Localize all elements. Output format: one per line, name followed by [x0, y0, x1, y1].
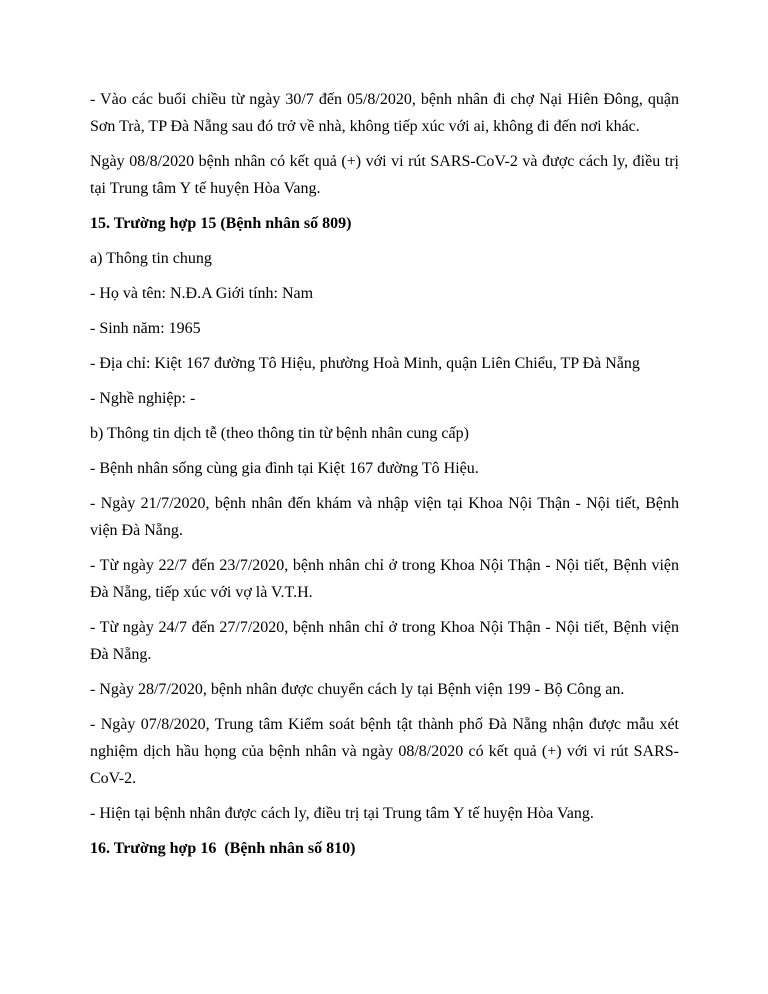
paragraph-case14-test-result: Ngày 08/8/2020 bệnh nhân có kết quả (+) với vi rút SARS-CoV-2 và được cách ly, điều trị tại Trung tâm Y tế huyện Hòa Vang.: [90, 153, 679, 197]
paragraph-case14-market-visits: - Vào các buổi chiều từ ngày 30/7 đến 05/8/2020, bệnh nhân đi chợ Nại Hiên Đông, quận Sơn Trà, TP Đà Nẵng sau đó trở về nhà, không tiếp xúc với ai, không đi đến nơi khác.: [90, 91, 679, 135]
case-15-section-a-general-info: a) Thông tin chung: [90, 250, 212, 267]
case-15-event-24-27-7: - Từ ngày 24/7 đến 27/7/2020, bệnh nhân chỉ ở trong Khoa Nội Thận - Nội tiết, Bệnh viện Đà Nẵng.: [90, 619, 679, 663]
case-15-address: - Địa chỉ: Kiệt 167 đường Tô Hiệu, phường Hoà Minh, quận Liên Chiểu, TP Đà Nẵng: [90, 355, 640, 372]
case-15-section-b-epidemiology: b) Thông tin dịch tễ (theo thông tin từ bệnh nhân cung cấp): [90, 425, 469, 442]
case-16-heading: 16. Trường hợp 16 (Bệnh nhân số 810): [90, 840, 356, 857]
case-15-current-status: - Hiện tại bệnh nhân được cách ly, điều trị tại Trung tâm Y tế huyện Hòa Vang.: [90, 805, 594, 822]
case-15-event-28-7: - Ngày 28/7/2020, bệnh nhân được chuyển cách ly tại Bệnh viện 199 - Bộ Công an.: [90, 681, 625, 698]
case-15-event-07-8: - Ngày 07/8/2020, Trung tâm Kiểm soát bệnh tật thành phố Đà Nẵng nhận được mẫu xét nghiệm dịch hầu họng của bệnh nhân và ngày 08/8/2020 có kết quả (+) với vi rút SARS-CoV-2.: [90, 716, 679, 787]
case-15-occupation: - Nghề nghiệp: -: [90, 390, 196, 407]
case-15-birth-year: - Sinh năm: 1965: [90, 320, 201, 337]
case-15-name-gender: - Họ và tên: N.Đ.A Giới tính: Nam: [90, 285, 314, 302]
case-15-event-22-23-7: - Từ ngày 22/7 đến 23/7/2020, bệnh nhân chỉ ở trong Khoa Nội Thận - Nội tiết, Bệnh viện Đà Nẵng, tiếp xúc với vợ là V.T.H.: [90, 557, 679, 601]
case-15-event-21-7: - Ngày 21/7/2020, bệnh nhân đến khám và nhập viện tại Khoa Nội Thận - Nội tiết, Bệnh viện Đà Nẵng.: [90, 495, 679, 539]
case-15-living-situation: - Bệnh nhân sống cùng gia đình tại Kiệt 167 đường Tô Hiệu.: [90, 460, 479, 477]
case-15-heading: 15. Trường hợp 15 (Bệnh nhân số 809): [90, 215, 352, 232]
